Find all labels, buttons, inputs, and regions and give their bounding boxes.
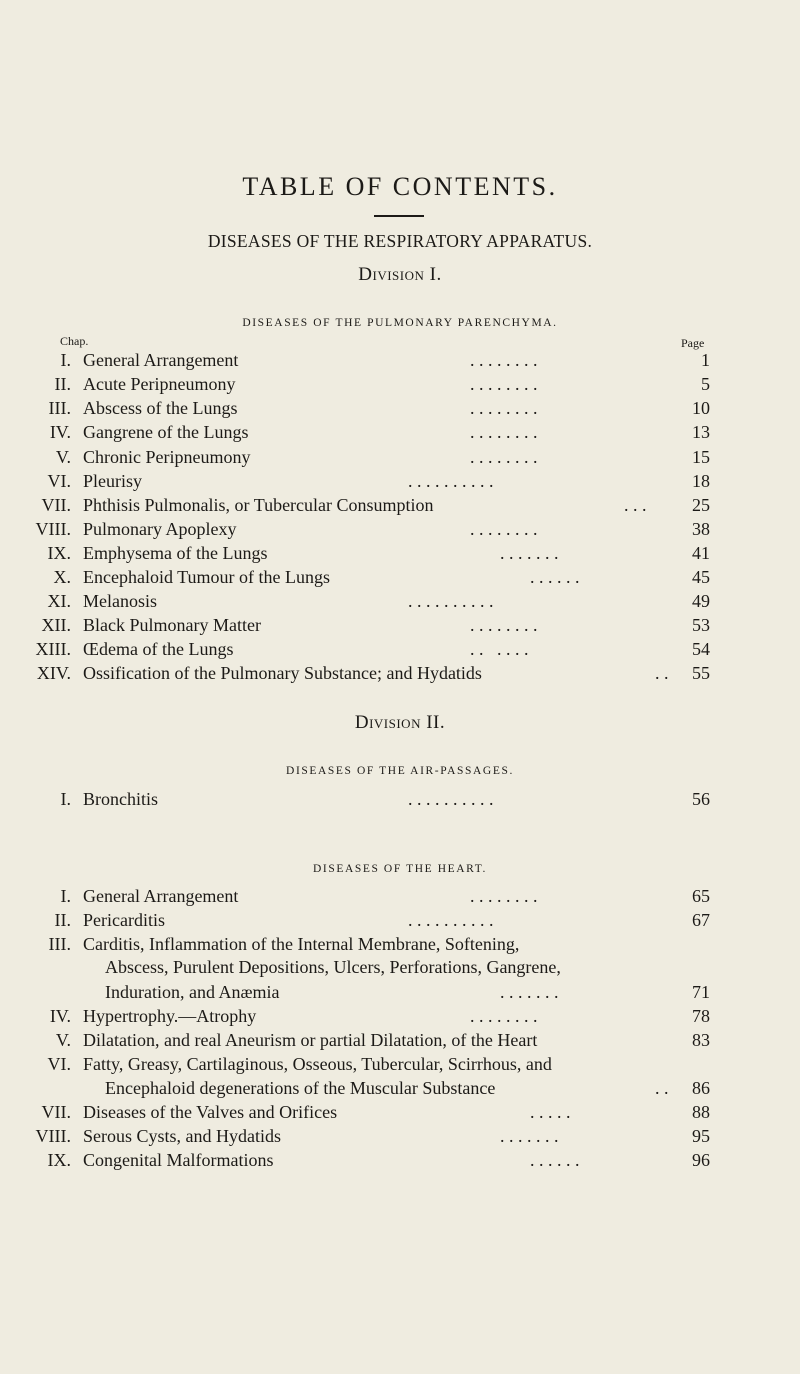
chapter-number: I. [60, 789, 71, 809]
chapter-title: Melanosis [83, 591, 157, 611]
chapter-title: Pericarditis [83, 910, 165, 930]
chapter-title: Bronchitis [83, 789, 158, 809]
chapter-number: VIII. [35, 519, 71, 539]
chapter-title: Pleurisy [83, 471, 143, 491]
section-heading: DISEASES OF THE HEART. [312, 863, 487, 875]
chapter-title: Serous Cysts, and Hydatids [83, 1126, 281, 1146]
leader-dots: . . . . . . . . . . [408, 910, 494, 930]
chapter-title-continuation: Induration, and Anæmia [105, 982, 280, 1002]
leader-dots: . . . . . . . . [470, 615, 538, 635]
chapter-title-continuation: Abscess, Purulent Depositions, Ulcers, Perforations, Gangrene, [105, 957, 561, 977]
chapter-number: XIII. [35, 639, 71, 659]
leader-dots: . . . . . . . [500, 1126, 559, 1146]
chapter-number: III. [48, 934, 71, 954]
chapter-title: Carditis, Inflammation of the Internal Membrane, Softening, [83, 934, 520, 954]
page-number: 45 [692, 567, 710, 587]
chapter-number: IX. [47, 1150, 71, 1170]
chapter-number: XI. [47, 591, 71, 611]
leader-dots: . . . . . . [530, 567, 580, 587]
page-number: 25 [692, 495, 710, 515]
page-number: 41 [692, 543, 710, 563]
section-heading: DISEASES OF THE PULMONARY PARENCHYMA. [242, 317, 558, 329]
chapter-number: VII. [41, 1102, 71, 1122]
page-title: TABLE OF CONTENTS. [242, 172, 558, 201]
chapter-number: I. [60, 886, 71, 906]
leader-dots: . . . . . . [530, 1150, 580, 1170]
leader-dots: . . . [624, 495, 647, 515]
leader-dots: . . . . . . . . [470, 1006, 538, 1026]
chapter-number: VIII. [35, 1126, 71, 1146]
chapter-title: Diseases of the Valves and Orifices [83, 1102, 338, 1122]
chapter-number: I. [60, 350, 71, 370]
page-column-header: Page [681, 336, 705, 350]
leader-dots: . . . . . . . . [470, 374, 538, 394]
leader-dots: . . . . . . . [500, 982, 559, 1002]
chapter-title: Pulmonary Apoplexy [83, 519, 237, 539]
chapter-number: IX. [47, 543, 71, 563]
chapter-title: General Arrangement [83, 886, 239, 906]
chapter-number: II. [54, 374, 71, 394]
leader-dots: . . . . . . . . [470, 422, 538, 442]
leader-dots: . . . . . [530, 1102, 571, 1122]
chapter-number: X. [53, 567, 71, 587]
chapter-title: Œdema of the Lungs [83, 639, 234, 659]
chapter-title: Dilatation, and real Aneurism or partial Dilatation, of the Heart [83, 1030, 538, 1050]
chapter-title: General Arrangement [83, 350, 239, 370]
page-number: 88 [692, 1102, 710, 1122]
page-number: 38 [692, 519, 710, 539]
chapter-title: Ossification of the Pulmonary Substance; and Hydatids [83, 663, 482, 683]
chapter-number: VI. [47, 471, 71, 491]
chapter-number: III. [48, 398, 71, 418]
leader-dots: . . . . . . . . . . [408, 471, 494, 491]
chapter-number: IV. [49, 422, 71, 442]
leader-dots: . . . . . . . . [470, 447, 538, 467]
leader-dots: . . . . . . . . . . [408, 789, 494, 809]
leader-dots: . . . . . . . [500, 543, 559, 563]
section-heading: DISEASES OF THE AIR-PASSAGES. [286, 765, 514, 777]
chapter-number: V. [55, 1030, 71, 1050]
page-number: 15 [692, 447, 710, 467]
page-number: 49 [692, 591, 710, 611]
page-number: 5 [701, 374, 710, 394]
page-number: 78 [692, 1006, 710, 1026]
page-number: 65 [692, 886, 710, 906]
chapter-title: Encephaloid Tumour of the Lungs [83, 567, 330, 587]
chapter-title: Phthisis Pulmonalis, or Tubercular Consumption [83, 495, 434, 515]
leader-dots: . . . . . . . . . . [408, 591, 494, 611]
chapter-title: Gangrene of the Lungs [83, 422, 249, 442]
chapter-number: XII. [41, 615, 71, 635]
page-number: 53 [692, 615, 710, 635]
page-number: 67 [692, 910, 710, 930]
page-number: 10 [692, 398, 710, 418]
title-rule [374, 215, 424, 217]
chapter-title: Emphysema of the Lungs [83, 543, 268, 563]
page-number: 55 [692, 663, 710, 683]
chapter-number: IV. [49, 1006, 71, 1026]
page-number: 54 [692, 639, 710, 659]
page-number: 95 [692, 1126, 710, 1146]
leader-dots: . . . . . . . . [470, 886, 538, 906]
part-title: DISEASES OF THE RESPIRATORY APPARATUS. [207, 231, 593, 251]
chapter-title: Hypertrophy.—Atrophy [83, 1006, 257, 1026]
chapter-title: Congenital Malformations [83, 1150, 274, 1170]
division-heading: Division I. [358, 264, 442, 285]
chapter-title-continuation: Encephaloid degenerations of the Muscular Substance [105, 1078, 496, 1098]
leader-dots: . . . . . . . . [470, 350, 538, 370]
page-number: 56 [692, 789, 710, 809]
chapter-number: II. [54, 910, 71, 930]
leader-dots: . . . . . . [470, 639, 529, 659]
page-number: 18 [692, 471, 710, 491]
leader-dots: . . [655, 663, 669, 683]
page-number: 1 [701, 350, 710, 370]
page-number: 13 [692, 422, 710, 442]
chapter-title: Abscess of the Lungs [83, 398, 238, 418]
chapter-number: XIV. [36, 663, 71, 683]
leader-dots: . . . . . . . . [470, 519, 538, 539]
leader-dots: . . . . . . . . [470, 398, 538, 418]
division-heading: Division II. [354, 712, 446, 733]
chapter-column-header: Chap. [60, 334, 89, 348]
chapter-title: Chronic Peripneumony [83, 447, 251, 467]
page-number: 83 [692, 1030, 710, 1050]
chapter-title: Black Pulmonary Matter [83, 615, 261, 635]
page-number: 86 [692, 1078, 710, 1098]
chapter-title: Fatty, Greasy, Cartilaginous, Osseous, Tubercular, Scirrhous, and [83, 1054, 552, 1074]
chapter-number: V. [55, 447, 71, 467]
page-number: 71 [692, 982, 710, 1002]
chapter-number: VII. [41, 495, 71, 515]
leader-dots: . . [655, 1078, 669, 1098]
chapter-number: VI. [47, 1054, 71, 1074]
chapter-title: Acute Peripneumony [83, 374, 236, 394]
page-number: 96 [692, 1150, 710, 1170]
